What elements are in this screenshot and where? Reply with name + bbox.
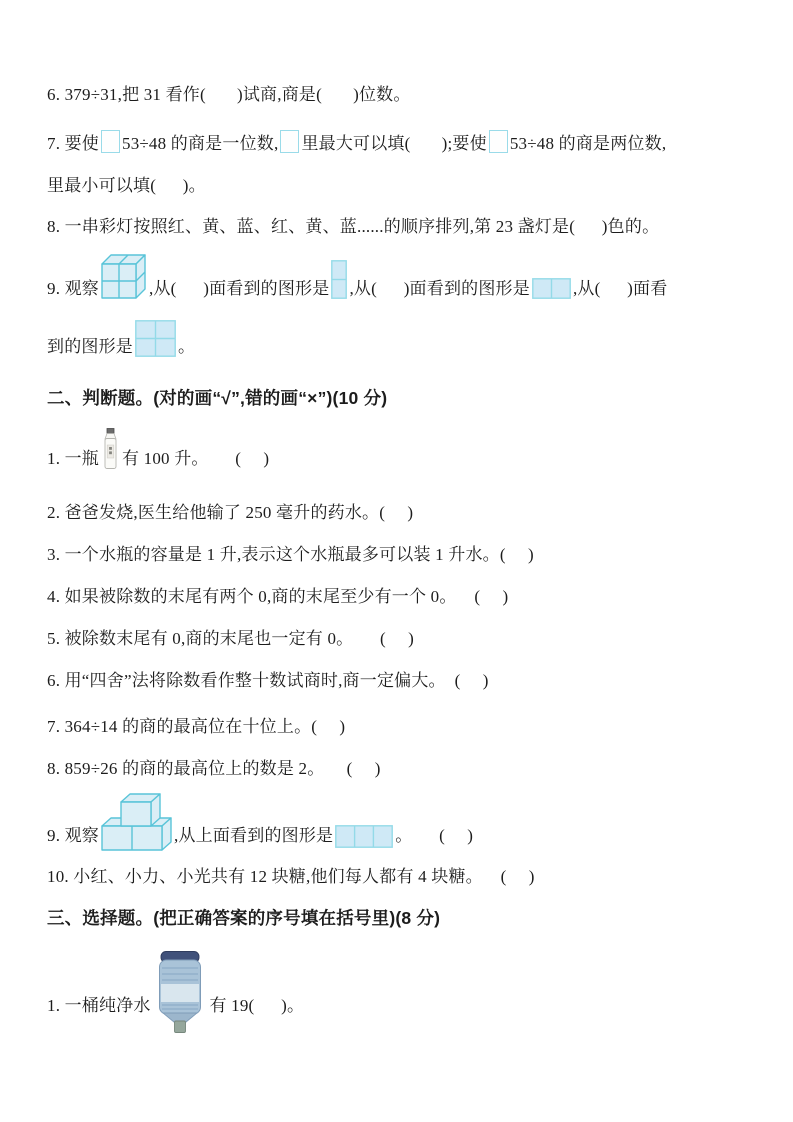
- question-text: ,从( )面看到的图形是: [349, 279, 530, 298]
- choice-q1: [47, 952, 304, 1016]
- question-text: 6. 用“四舍”法将除数看作整十数试商时,商一定偏大。 ( ): [47, 671, 489, 690]
- judge-q10: [47, 866, 535, 887]
- question-text: 7. 要使: [47, 134, 99, 153]
- blank-box: [489, 130, 508, 153]
- question-text: 6. 379÷31,把 31 看作( )试商,商是( )位数。: [47, 85, 411, 104]
- question-text: 4. 如果被除数的末尾有两个 0,商的末尾至少有一个 0。 ( ): [47, 587, 509, 606]
- question-text: 5. 被除数末尾有 0,商的末尾也一定有 0。 ( ): [47, 629, 415, 648]
- water-jug-icon: [157, 951, 203, 1033]
- section-title: 二、判断题。(对的画“√”,错的画“×”)(10 分): [47, 388, 388, 408]
- question-text: 。 ( ): [395, 826, 474, 845]
- question-text: 。: [178, 337, 196, 356]
- section-choice-header: [47, 908, 440, 929]
- view-figure-2x1-horizontal: [532, 278, 571, 299]
- view-figure-2x2-grid: [135, 320, 176, 357]
- judge-q2: [47, 502, 413, 523]
- judge-q9: [47, 794, 473, 851]
- cube-3d-tshape-figure: [101, 793, 172, 851]
- blank-box: [101, 130, 120, 153]
- judge-q5: [47, 628, 414, 649]
- question-text: 53÷48 的商是一位数,: [122, 134, 279, 153]
- question-text: 1. 一瓶: [47, 449, 99, 468]
- question-text: ,从( )面看: [572, 279, 668, 298]
- judge-q3: [47, 544, 534, 565]
- question-text: 有 100 升。 ( ): [122, 449, 270, 468]
- question-text: 53÷48 的商是两位数,: [509, 134, 667, 153]
- cube-3d-2x2-figure: [101, 254, 147, 299]
- question-text: 8. 一串彩灯按照红、黄、蓝、红、黄、蓝......的顺序排列,第 23 盏灯是( )色的。: [47, 217, 660, 236]
- question-text: 1. 一桶纯净水: [47, 996, 156, 1015]
- question-text: ,从( )面看到的图形是: [149, 279, 330, 298]
- section-judge-header: [47, 388, 387, 409]
- fill-q8: [47, 216, 659, 237]
- judge-q6: [47, 670, 489, 691]
- fill-q7-cont: [47, 175, 206, 196]
- question-text: 里最大可以填( );要使: [301, 134, 487, 153]
- question-text: 10. 小红、小力、小光共有 12 块糖,他们每人都有 4 块糖。 ( ): [47, 867, 535, 886]
- fill-q7: [47, 129, 666, 154]
- question-text: 9. 观察: [47, 279, 99, 298]
- judge-q4: [47, 586, 508, 607]
- blank-box: [280, 130, 299, 153]
- question-text: 2. 爸爸发烧,医生给他输了 250 毫升的药水。( ): [47, 503, 414, 522]
- view-figure-1x3-row: [335, 825, 393, 848]
- question-text: 里最小可以填( )。: [47, 176, 206, 195]
- question-text: 7. 364÷14 的商的最高位在十位上。( ): [47, 717, 346, 736]
- question-text: 3. 一个水瓶的容量是 1 升,表示这个水瓶最多可以装 1 升水。( ): [47, 545, 534, 564]
- fill-q6: [47, 84, 411, 105]
- judge-q1: [47, 428, 269, 469]
- fill-q9: [47, 253, 667, 299]
- view-figure-1x2-vertical: [331, 260, 347, 299]
- judge-q8: [47, 758, 381, 779]
- judge-q7: [47, 716, 345, 737]
- fill-q9-cont: [47, 320, 195, 357]
- question-text: 9. 观察: [47, 826, 99, 845]
- yogurt-bottle-icon: [101, 428, 120, 469]
- question-text: ,从上面看到的图形是: [174, 826, 334, 845]
- question-text: 8. 859÷26 的商的最高位上的数是 2。 ( ): [47, 759, 381, 778]
- question-text: 有 19( )。: [205, 996, 305, 1015]
- section-title: 三、选择题。(把正确答案的序号填在括号里)(8 分): [47, 908, 441, 928]
- question-text: 到的图形是: [47, 337, 133, 356]
